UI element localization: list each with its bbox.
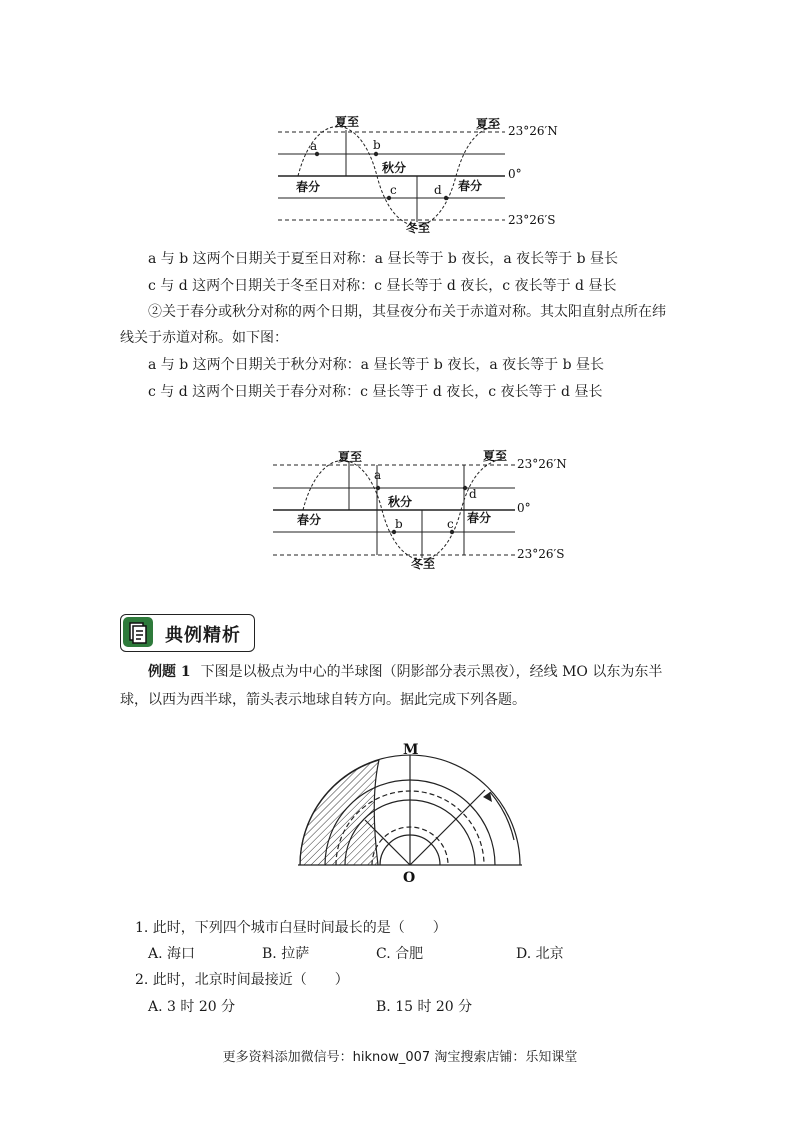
point-b-label: b <box>373 138 381 152</box>
point-c-label: c <box>447 517 454 531</box>
pole-label-o: O <box>403 870 416 886</box>
equator-label: 0° <box>508 167 522 181</box>
example-line-2: 球，以西为西半球，箭头表示地球自转方向。据此完成下列各题。 <box>120 692 526 708</box>
question-1: 1. 此时，下列四个城市白昼时间最长的是（ ） <box>135 920 447 936</box>
example-line-1 <box>148 662 662 682</box>
question-2-option-a: A. 3 时 20 分 <box>148 999 236 1015</box>
question-2: 2. 此时，北京时间最接近（ ） <box>135 972 349 988</box>
example-label: 例题 1 <box>148 664 191 680</box>
tropic-north-label: 23°26′N <box>508 124 558 138</box>
summer-solstice-label-2: 夏至 <box>476 117 501 131</box>
autumn-equinox-label: 秋分 <box>388 495 413 509</box>
point-c-label: c <box>390 183 397 197</box>
winter-solstice-label: 冬至 <box>411 557 436 571</box>
tropic-south-label: 23°26′S <box>517 547 565 561</box>
point-a-label: a <box>374 468 382 482</box>
spring-equinox-right-label: 春分 <box>458 179 483 193</box>
meridian-label-m: M <box>403 742 419 758</box>
polar-hemisphere-figure <box>280 740 540 890</box>
text-line-1: a 与 b 这两个日期关于夏至日对称：a 昼长等于 b 夜长，a 夜长等于 b 昼长 <box>148 251 618 267</box>
solar-declination-figure-2 <box>265 448 585 573</box>
notebook-icon <box>123 617 153 647</box>
autumn-equinox-label: 秋分 <box>382 161 407 175</box>
point-b-label: b <box>395 517 403 531</box>
summer-solstice-label: 夏至 <box>338 450 363 464</box>
question-1-option-c: C. 合肥 <box>376 946 424 962</box>
tropic-north-label: 23°26′N <box>517 457 567 471</box>
point-a-label: a <box>310 139 318 153</box>
text-line-4: 线关于赤道对称。如下图： <box>120 330 288 346</box>
text-line-6: c 与 d 这两个日期关于春分对称：c 昼长等于 d 夜长，c 夜长等于 d 昼长 <box>148 384 603 400</box>
tropic-south-label: 23°26′S <box>508 213 556 227</box>
text-line-5: a 与 b 这两个日期关于秋分对称：a 昼长等于 b 夜长，a 夜长等于 b 昼长 <box>148 357 604 373</box>
question-2-option-b: B. 15 时 20 分 <box>376 999 473 1015</box>
example-text-1: 下图是以极点为中心的半球图（阴影部分表示黑夜），经线 MO 以东为东半 <box>200 664 663 680</box>
spring-equinox-left-label: 春分 <box>297 513 322 527</box>
text-line-3: ②关于春分或秋分对称的两个日期，其昼夜分布关于赤道对称。其太阳直射点所在纬 <box>148 304 666 320</box>
equator-label: 0° <box>517 501 531 515</box>
question-1-option-b: B. 拉萨 <box>262 946 310 962</box>
question-1-option-a: A. 海口 <box>148 946 196 962</box>
spring-equinox-left-label: 春分 <box>296 180 321 194</box>
page-footer: 更多资料添加微信号：hiknow_007 淘宝搜索店铺：乐知课堂 <box>222 1050 578 1065</box>
section-heading <box>120 614 255 652</box>
winter-solstice-label: 冬至 <box>406 221 431 235</box>
text-line-2: c 与 d 这两个日期关于冬至日对称：c 昼长等于 d 夜长，c 夜长等于 d 昼长 <box>148 278 617 294</box>
point-d-label: d <box>469 487 477 501</box>
summer-solstice-label-2: 夏至 <box>483 449 508 463</box>
section-title: 典例精析 <box>165 625 241 646</box>
solar-declination-figure-1 <box>260 110 580 235</box>
question-1-option-d: D. 北京 <box>516 946 564 962</box>
summer-solstice-label: 夏至 <box>335 115 360 129</box>
point-d-label: d <box>434 183 442 197</box>
spring-equinox-right-label: 春分 <box>467 511 492 525</box>
